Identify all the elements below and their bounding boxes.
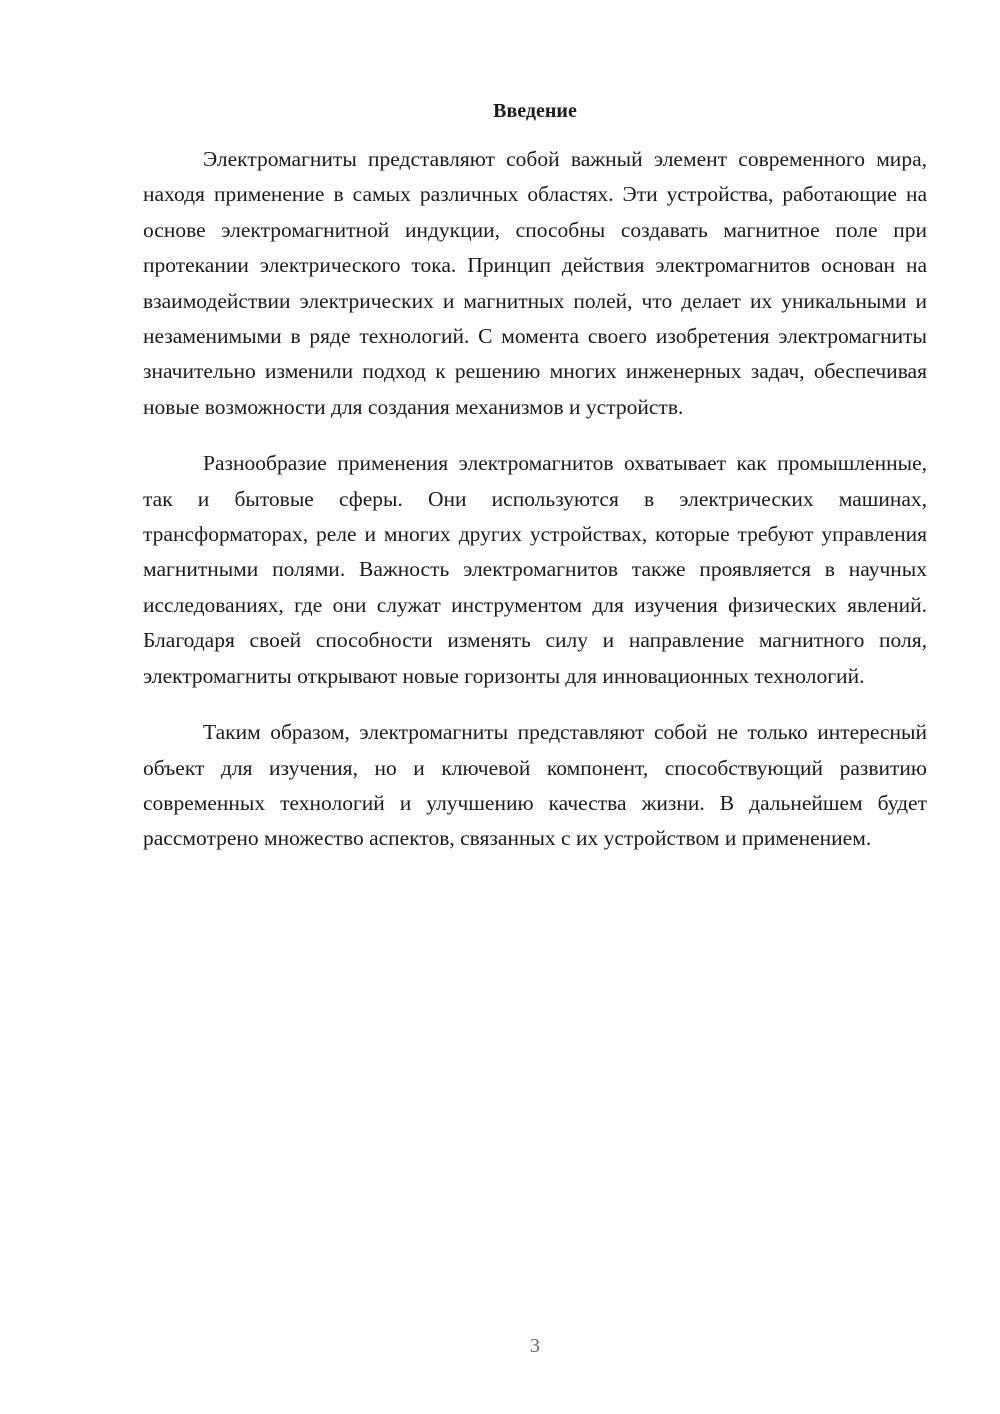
paragraph-1: Электромагниты представляют собой важный элемент современного мира, находя применение в самых различных областях. Эти устройства, работающие на основе электромагнитной индукции, способны создавать магнитное поле при протекании электрического тока. Принцип действия электромагнитов основан на взаимодействии электрических и магнитных полей, что делает их уникальными и незаменимыми в ряде технологий. С момента своего изобретения электромагниты значительно изменили подход к решению многих инженерных задач, обеспечивая новые возможности для создания механизмов и устройств. [143,147,927,419]
body-text [143,142,927,878]
page-number: 3 [530,1335,540,1357]
paragraph-2: Разнообразие применения электромагнитов охватывает как промышленные, так и бытовые сферы. Они используются в электрических машинах, трансформаторах, реле и многих других устройствах, которые требуют управления магнитными полями. Важность электромагнитов также проявляется в научных исследованиях, где они служат инструментом для изучения физических явлений. Благодаря своей способности изменять силу и направление магнитного поля, электромагниты открывают новые горизонты для инновационных технологий. [143,451,927,688]
paragraph-3: Таким образом, электромагниты представляют собой не только интересный объект для изучения, но и ключевой компонент, способствующий развитию современных технологий и улучшению качества жизни. В дальнейшем будет рассмотрено множество аспектов, связанных с их устройством и применением. [143,720,927,851]
section-title: Введение [493,100,577,122]
